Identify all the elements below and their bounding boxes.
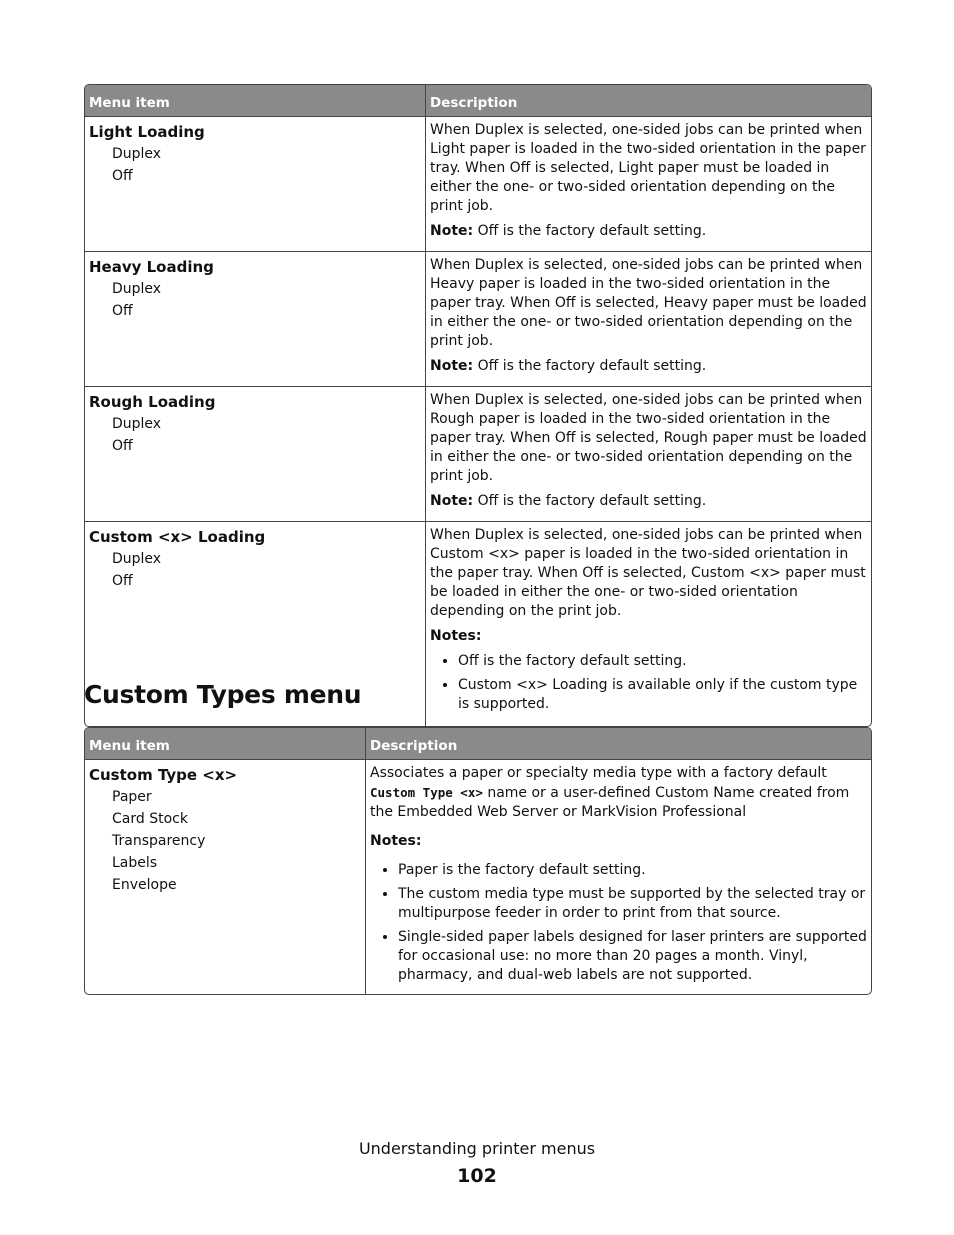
list-item: • The custom media type must be supported by the selected tray or multipurpose feeder in order to print from that source. [398,885,867,923]
note-label: Note: [430,223,474,239]
description-text: When Duplex is selected, one-sided jobs can be printed when Light paper is loaded in the two-sided orientation in the paper tray. When Off is selected, Light paper must be loaded in either the one- or two-sided orientation depending on the print job. [430,122,866,214]
description-text [370,764,867,822]
section-heading: Custom Types menu [84,680,362,709]
menu-item-title: Light Loading [89,123,205,141]
description-text: When Duplex is selected, one-sided jobs can be printed when Custom <x> paper is loaded in the two-sided orientation in the paper tray. When Off is selected, Custom <x> paper must be loaded in either the one- or two-sided orientation depending on the print job. [430,527,866,619]
menu-option: Off [112,168,133,184]
menu-item-cell [85,759,365,994]
notes-label [430,627,867,646]
table-row [85,759,871,994]
note-label: Note: [430,358,474,374]
menu-item-cell [85,386,425,521]
menu-option: Duplex [112,281,162,297]
menu-option: Paper [112,789,152,805]
table-row [85,116,871,251]
menu-option: Envelope [112,877,177,893]
menu-item-title: Heavy Loading [89,258,214,276]
menu-option: Card Stock [112,811,188,827]
menu-option: Duplex [112,416,162,432]
footer-chapter-title: Understanding printer menus [358,1139,596,1158]
description-text: When Duplex is selected, one-sided jobs can be printed when Rough paper is loaded in the two-sided orientation in the paper tray. When Off is selected, Rough paper must be loaded in either the one- or two-sided orientation depending on the print job. [430,392,867,484]
description-cell [425,386,871,521]
menu-item-title: Custom <x> Loading [89,528,266,546]
description-pre: Associates a paper or specialty media type with a factory default [370,765,827,781]
menu-item-title: Rough Loading [89,393,216,411]
code-text: Custom Type <x> [370,785,483,800]
menu-option: Off [112,438,133,454]
description-cell [425,251,871,386]
list-item: • Off is the factory default setting. [458,652,867,671]
list-item: • Custom <x> Loading is available only if the custom type is supported. [458,676,867,714]
menu-item-cell [85,116,425,251]
notes-label [370,832,867,851]
menu-option: Transparency [112,833,206,849]
table-row [85,386,871,521]
note-text: Off is the factory default setting. [473,358,707,374]
custom-types-table [84,727,872,995]
loading-menu-table [84,84,872,727]
table-row [85,251,871,386]
column-header-menu-item: Menu item [85,728,365,759]
note [430,357,867,376]
note [430,222,867,241]
description-cell [425,116,871,251]
column-header-description: Description [425,85,871,116]
menu-item-title: Custom Type <x> [89,766,238,784]
notes-list [370,861,867,985]
note [430,492,867,511]
menu-option: Off [112,573,133,589]
note-text: Off is the factory default setting. [473,493,707,509]
menu-option: Duplex [112,551,162,567]
notes-label-text: Notes: [430,628,482,644]
menu-option: Duplex [112,146,162,162]
description-cell [365,759,871,994]
list-item: • Single-sided paper labels designed for laser printers are supported for occasional use: no more than 20 pages a month. Vinyl, pharmacy, and dual-web labels are not supported. [398,928,867,985]
description-post: name or a user-defined Custom Name created from the Embedded Web Server or MarkVision Professional [370,785,850,820]
column-header-menu-item: Menu item [85,85,425,116]
note-text: Off is the factory default setting. [473,223,707,239]
description-cell [425,521,871,726]
menu-option: Labels [112,855,158,871]
notes-label-text: Notes: [370,833,422,849]
column-header-description: Description [365,728,871,759]
page-number: 102 [457,1165,497,1187]
note-label: Note: [430,493,474,509]
list-item: • Paper is the factory default setting. [398,861,867,880]
menu-item-cell [85,251,425,386]
menu-option: Off [112,303,133,319]
description-text: When Duplex is selected, one-sided jobs can be printed when Heavy paper is loaded in the two-sided orientation in the paper tray. When Off is selected, Heavy paper must be loaded in either the one- or two-sided orientation depending on the print job. [430,257,867,349]
notes-list [430,652,867,714]
